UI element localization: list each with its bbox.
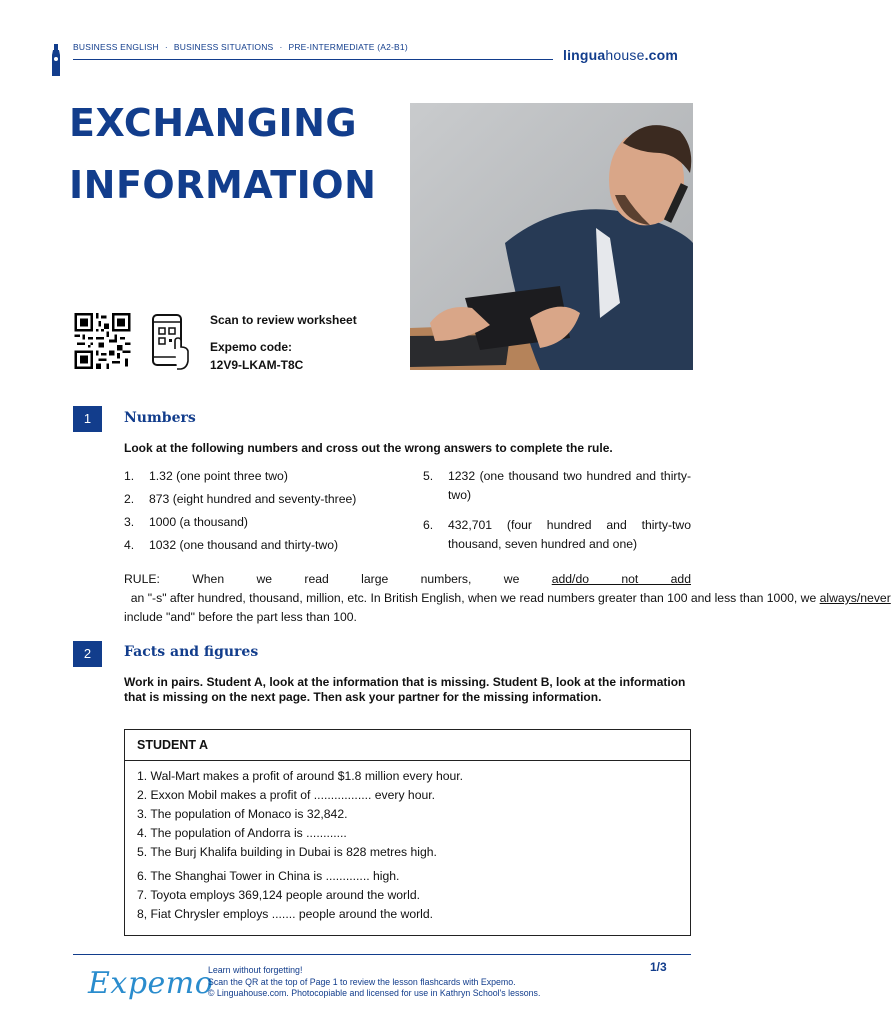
page-number: 1/3: [650, 960, 667, 974]
section-number-1: 1: [73, 406, 102, 432]
scan-label: Scan to review worksheet: [210, 313, 357, 327]
breadcrumb-item[interactable]: BUSINESS SITUATIONS: [173, 42, 274, 52]
fact-line: 8, Fiat Chrysler employs ....... people around the world.: [137, 907, 434, 921]
rule-text: RULE: When we read large numbers, we add/do not add an "-s" after hundred, thousand, million, etc. In British English, when we read numbers greater than 100 and less than 1000, we always/never include "and" before the part less than 100.: [124, 572, 891, 624]
rule-option-add[interactable]: add/do not add: [551, 572, 691, 586]
header-divider: [73, 59, 553, 60]
expemo-code: 12V9-LKAM-T8C: [210, 358, 304, 372]
footer-text: Learn without forgetting! Scan the QR at the top of Page 1 to review the lesson flashcards with Expemo. © Linguahouse.com. Photocopiable and licensed for use in Kathryn School's lessons.: [208, 965, 541, 998]
section-number-2: 2: [73, 641, 102, 667]
fact-line: 5. The Burj Khalifa building in Dubai is 828 metres high.: [137, 845, 437, 859]
list-item: 4. 1032 (one thousand and thirty-two): [124, 538, 339, 552]
numbers-list-left: [124, 467, 384, 555]
list-item: 1. 1.32 (one point three two): [124, 469, 288, 483]
fact-line: 6. The Shanghai Tower in China is ............. high.: [137, 869, 400, 883]
section1-instruction: Look at the following numbers and cross out the wrong answers to complete the rule.: [124, 441, 613, 455]
rule-option-always[interactable]: always/never: [819, 591, 891, 605]
footer-divider: [73, 954, 691, 955]
fact-line: 1. Wal-Mart makes a profit of around $1.8 million every hour.: [137, 769, 464, 783]
list-item: 5. 1232 (one thousand two hundred and thirty-two): [423, 469, 691, 502]
fact-line: 7. Toyota employs 369,124 people around the world.: [137, 888, 420, 902]
scan-instructions: [210, 311, 357, 374]
businessman-phone-photo: [410, 103, 693, 370]
list-item: 3. 1000 (a thousand): [124, 515, 248, 529]
section-title-facts: Facts and figures: [124, 644, 259, 660]
table-body: [125, 761, 690, 924]
breadcrumb-item[interactable]: PRE-INTERMEDIATE (A2-B1): [288, 42, 408, 52]
numbers-list-right: [423, 467, 691, 554]
section-title-numbers: Numbers: [124, 410, 196, 426]
expemo-code-label: Expemo code:: [210, 340, 293, 354]
fact-line: 3. The population of Monaco is 32,842.: [137, 807, 348, 821]
table-header: STUDENT A: [125, 730, 690, 761]
fact-line: 4. The population of Andorra is ............: [137, 826, 347, 840]
linguahouse-logo[interactable]: linguahouse.com: [563, 47, 679, 63]
qr-code[interactable]: [73, 313, 132, 369]
expemo-logo[interactable]: Expemo: [88, 966, 214, 1001]
list-item: 2. 873 (eight hundred and seventy-three): [124, 492, 357, 506]
breadcrumb-item[interactable]: BUSINESS ENGLISH: [73, 42, 159, 52]
breadcrumb: BUSINESS ENGLISH · BUSINESS SITUATIONS · PRE-INTERMEDIATE (A2-B1): [73, 42, 408, 52]
fact-line: 2. Exxon Mobil makes a profit of ................. every hour.: [137, 788, 436, 802]
list-item: 6. 432,701 (four hundred and thirty-two thousand, seven hundred and one): [423, 518, 691, 551]
page-title: EXCHANGING INFORMATION: [69, 101, 377, 207]
student-a-table: [124, 729, 691, 936]
phone-scan-icon: [151, 313, 191, 371]
big-ben-icon: [51, 44, 61, 76]
section2-instruction: Work in pairs. Student A, look at the information that is missing. Student B, look at the information that is missing on the next page. Then ask your partner for the missing information.: [124, 675, 686, 704]
